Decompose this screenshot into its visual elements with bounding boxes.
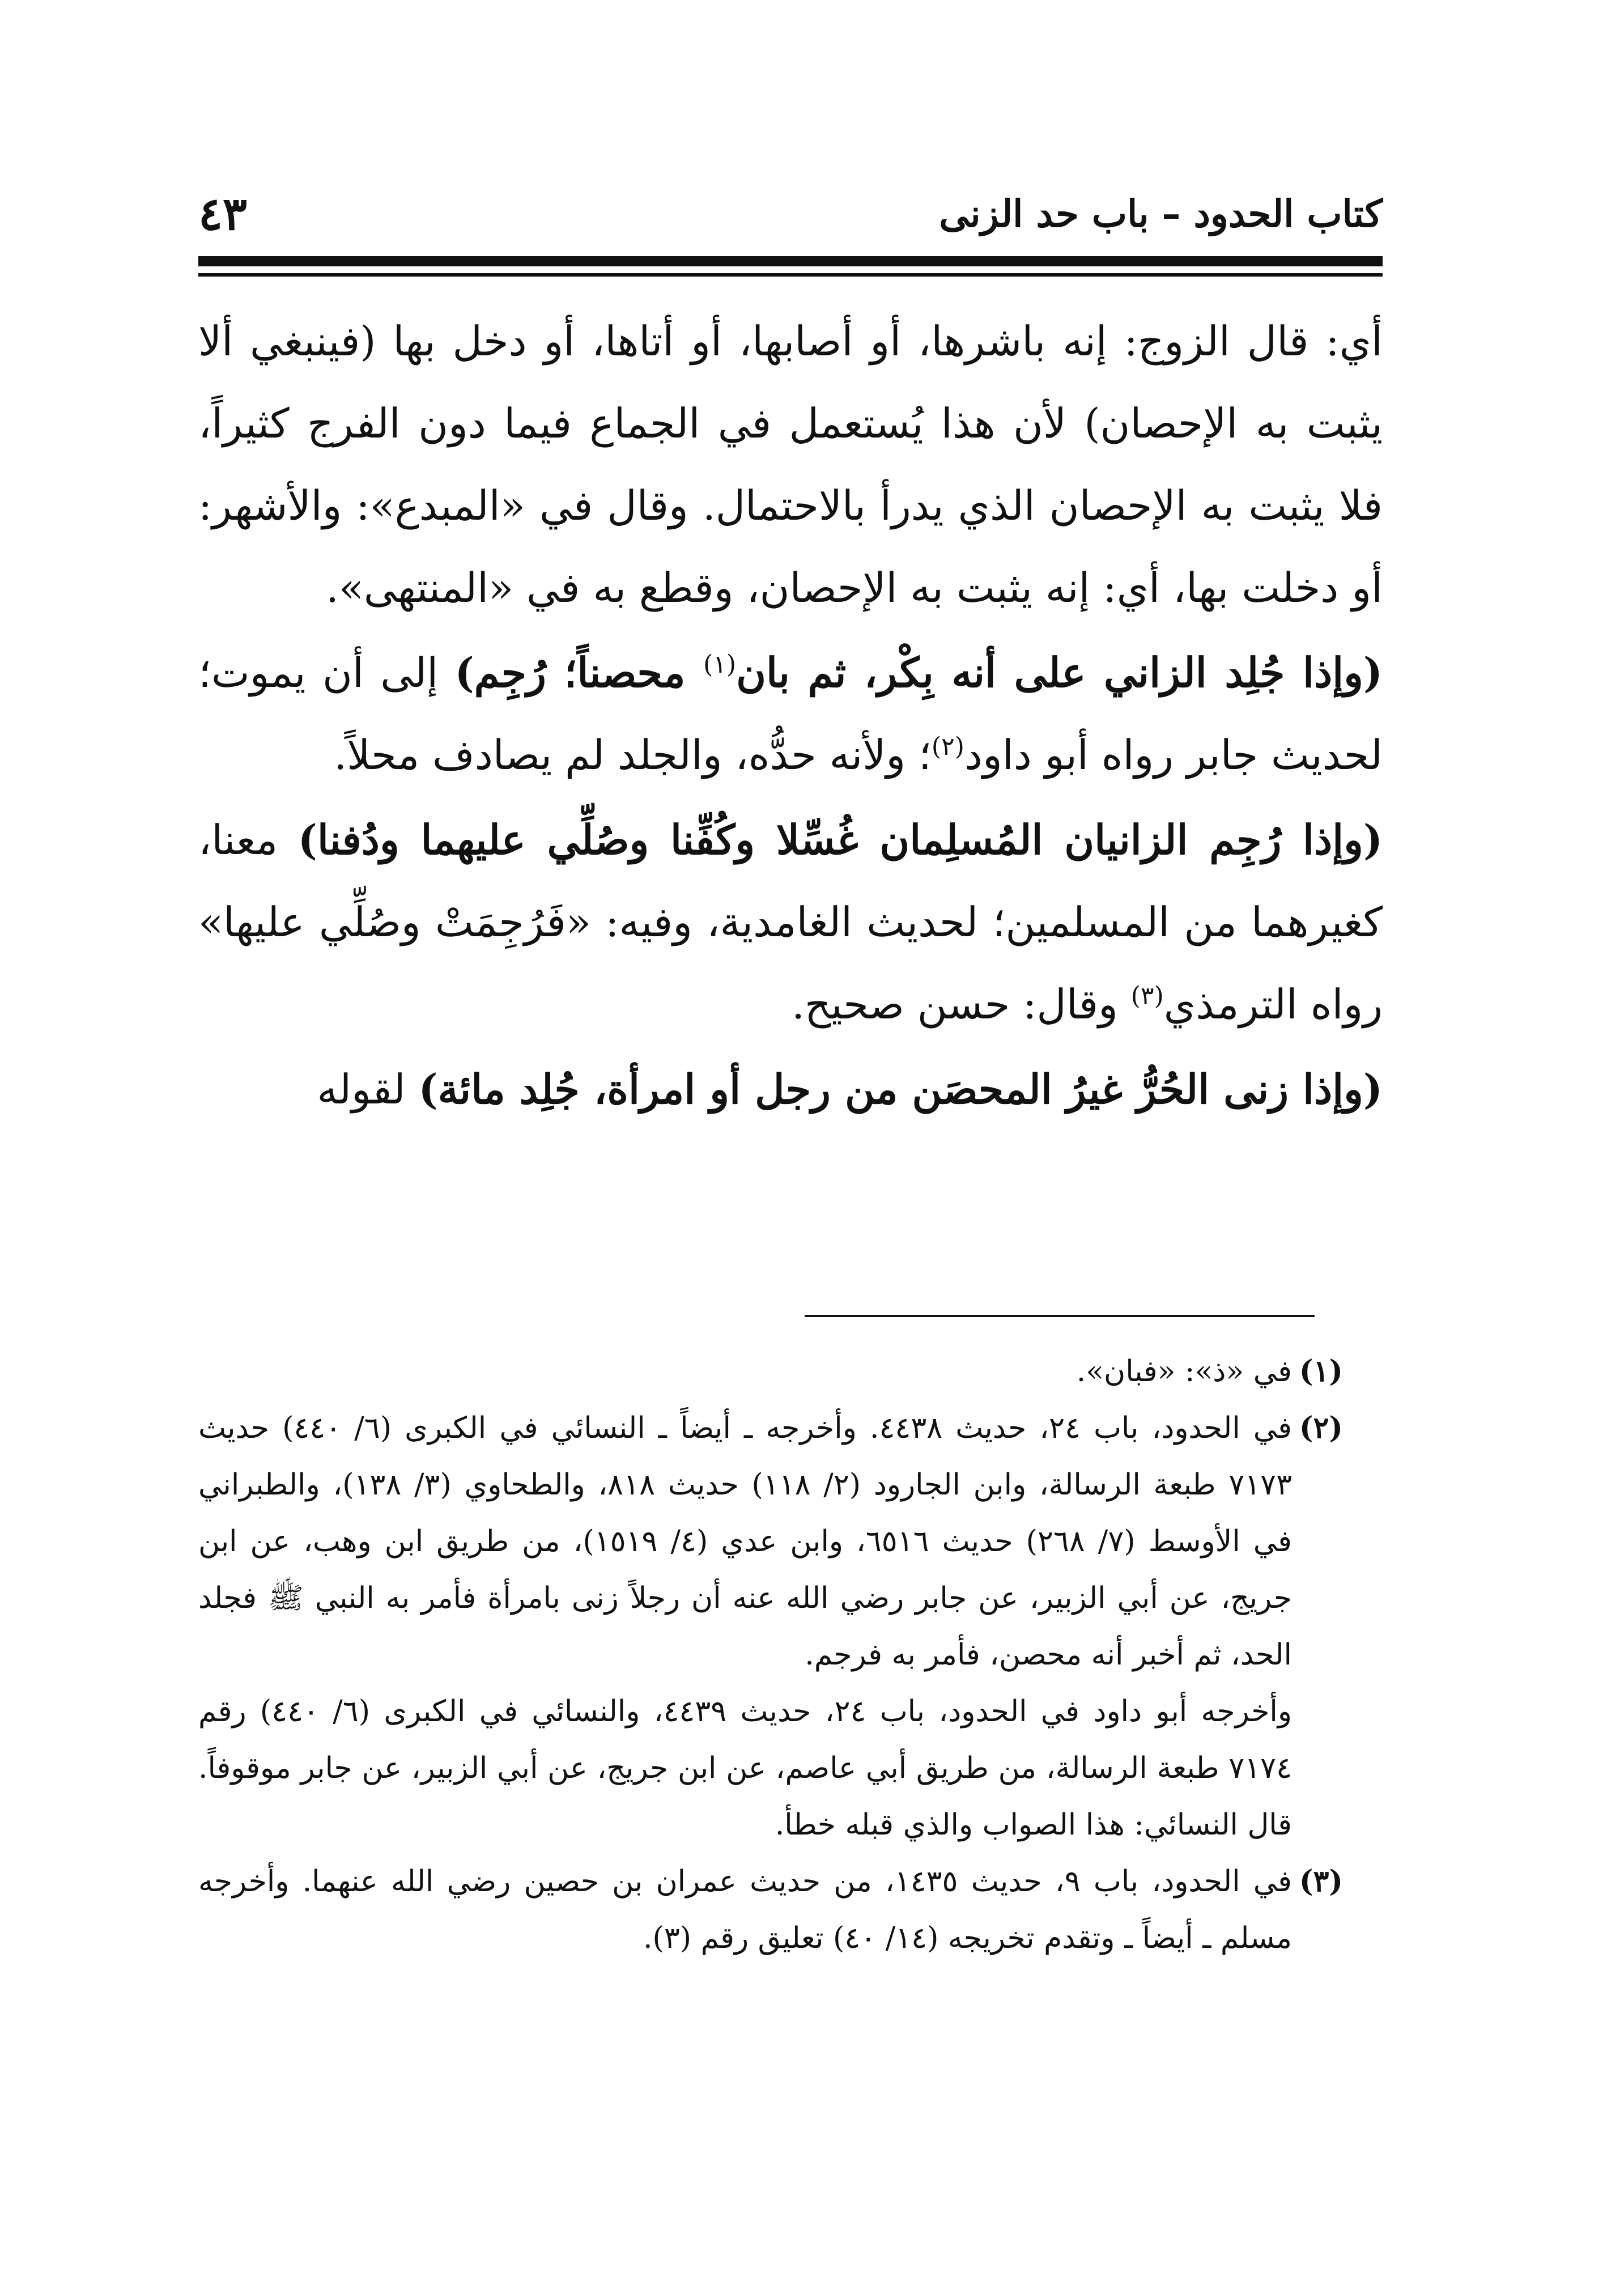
- footnote-text: في «ذ»: «فبان».: [1076, 1354, 1292, 1388]
- footnote-text: في الحدود، باب ٢٤، حديث ٤٤٣٨. وأخرجه ـ أيضاً ـ النسائي في الكبرى (٦/ ٤٤٠) حديث ٧١٧٣ طبعة الرسالة، وابن الجارود (٢/ ١١٨) حديث ٨١٨، والطحاوي (٣/ ١٣٨)، والطبراني في الأوسط (٧/ ٢٦٨) حديث ٦٥١٦، وابن عدي (٤/ ١٥١٩)، من طريق ابن وهب، عن ابن جريج، عن أبي الزبير، عن جابر رضي الله عنه أن رجلاً زنى بامرأة فأمر به النبي ﷺ فجلد الحد، ثم أخبر أنه محصن، فأمر به فرجم.: [198, 1411, 1292, 1672]
- commentary-text: ؛ ولأنه حدُّه، والجلد لم يصادف محلاً.: [334, 731, 932, 779]
- matn-text: (وإذا جُلِد الزاني على أنه بِكْر، ثم بان: [736, 648, 1383, 697]
- main-text: [198, 300, 1383, 1131]
- commentary-text: إلى أن يموت؛ لحديث جابر رواه أبو داود: [198, 649, 1383, 779]
- footnote-separator: [805, 1315, 1315, 1317]
- commentary-text: وقال: حسن صحيح.: [792, 980, 1131, 1028]
- footnote-2: [198, 1400, 1343, 1853]
- matn-text: محصناً؛ رُجِم): [454, 648, 704, 697]
- paragraph-2: [198, 631, 1383, 796]
- footnote-ref-3[interactable]: (٣): [1130, 982, 1164, 1010]
- paragraph-3: [198, 799, 1383, 1046]
- matn-text: (وإذا زنى الحُرُّ غيرُ المحصَن من رجل أو امرأة، جُلِد مائة): [418, 1065, 1383, 1113]
- page-number: ٤٣: [198, 187, 247, 240]
- header-rule-thin: [198, 273, 1383, 277]
- running-title: كتاب الحدود – باب حد الزنى: [939, 192, 1383, 236]
- footnote-text: في الحدود، باب ٩، حديث ١٤٣٥، من حديث عمران بن حصين رضي الله عنهما. وأخرجه مسلم ـ أيضاً ـ وتقدم تخريجه (١٤/ ٤٠) تعليق رقم (٣).: [198, 1865, 1292, 1955]
- footnote-1: [198, 1343, 1343, 1400]
- paragraph-4: [198, 1048, 1383, 1131]
- footnotes: [198, 1343, 1343, 1967]
- header-rule-thick: [198, 256, 1383, 266]
- page-header: [198, 181, 1383, 249]
- matn-text: (وإذا رُجِم الزانيان المُسلِمان غُسِّلا وكُفِّنا وصُلِّي عليهما ودُفنا): [297, 816, 1383, 864]
- commentary-text: معنا، كغيرهما من المسلمين؛ لحديث الغامدية، وفيه: «فَرُجِمَتْ وصُلِّي عليها» رواه الترمذي: [198, 816, 1383, 1028]
- footnote-ref-2[interactable]: (٢): [931, 732, 964, 761]
- paragraph-1: أي: قال الزوج: إنه باشرها، أو أصابها، أو أتاها، أو دخل بها (فينبغي ألا يثبت به الإحصان) لأن هذا يُستعمل في الجماع فيما دون الفرج كثيراً، فلا يثبت به الإحصان الذي يدرأ بالاحتمال. وقال في «المبدع»: والأشهر: أو دخلت بها، أي: إنه يثبت به الإحصان، وقطع به في «المنتهى».: [198, 317, 1383, 612]
- footnote-text-continued: وأخرجه أبو داود في الحدود، باب ٢٤، حديث ٤٤٣٩، والنسائي في الكبرى (٦/ ٤٤٠) رقم ٧١٧٤ طبعة الرسالة، من طريق أبي عاصم، عن ابن جريج، عن أبي الزبير، عن جابر موقوفاً. قال النسائي: هذا الصواب والذي قبله خطأ.: [198, 1695, 1292, 1842]
- footnote-number: (٢): [1299, 1411, 1343, 1445]
- footnote-3: [198, 1853, 1343, 1967]
- commentary-text: لقوله: [317, 1065, 419, 1113]
- footnote-ref-1[interactable]: (١): [703, 650, 737, 679]
- footnote-number: (٣): [1299, 1864, 1343, 1899]
- footnote-number: (١): [1299, 1354, 1343, 1388]
